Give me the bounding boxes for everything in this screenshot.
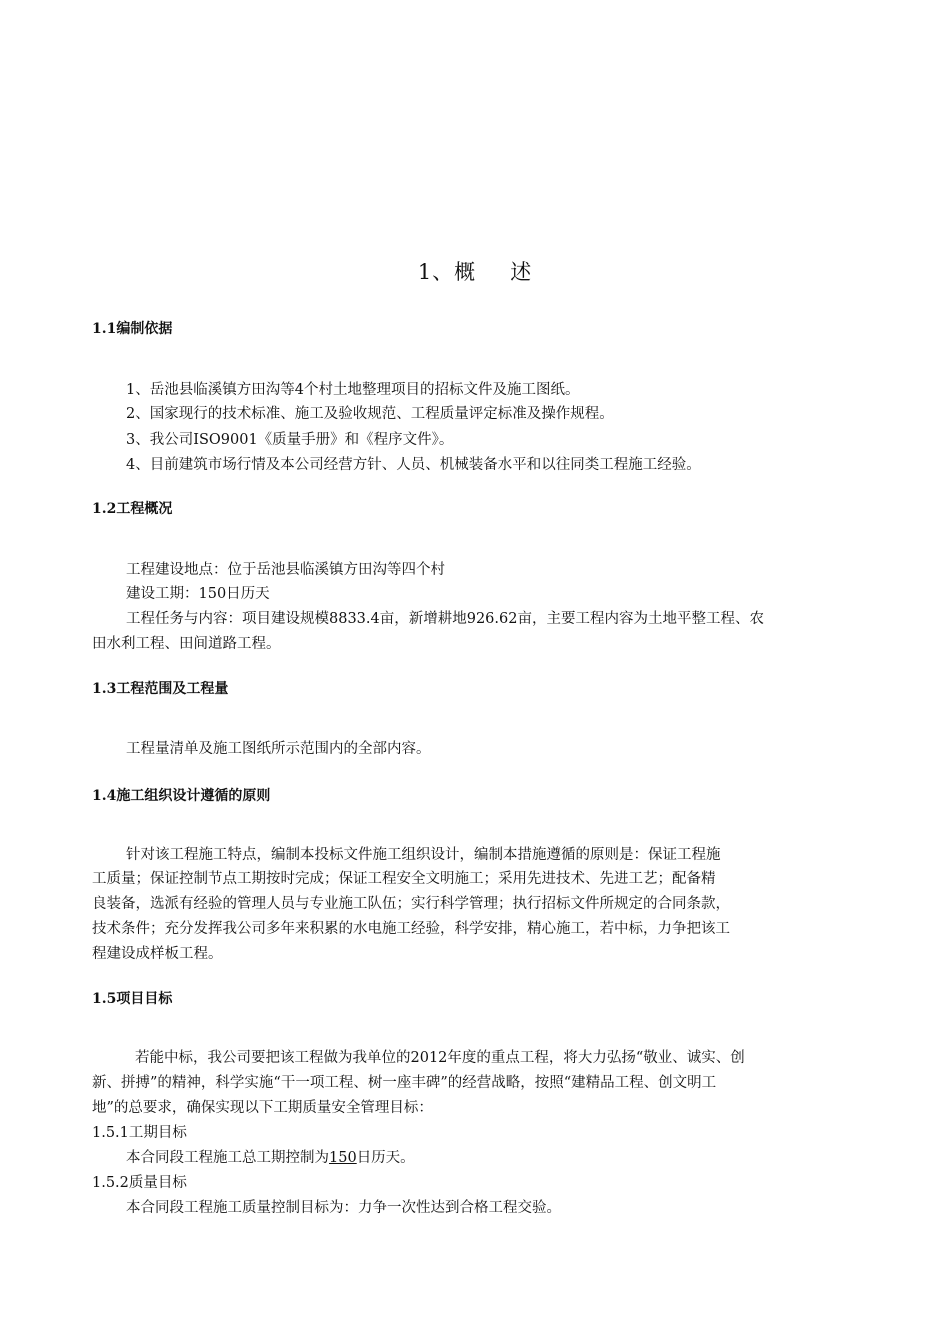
scope-line-1: 工程量清单及施工图纸所示范围内的全部内容。	[126, 741, 431, 757]
section-heading-1-1: 1.1编制依据	[92, 321, 173, 337]
schedule-goal-post: 日历天。	[356, 1150, 415, 1166]
basis-item-3: 3、我公司ISO9001《质量手册》和《程序文件》。	[126, 432, 454, 448]
overview-line-4: 田水利工程、田间道路工程。	[92, 636, 281, 652]
goal-line-2: 新、拼搏”的精神，科学实施“干一项工程、树一座丰碑”的经营战略，按照“建精品工程、创文明工	[92, 1075, 717, 1091]
principle-line-2: 工质量；保证控制节点工期按时完成；保证工程安全文明施工；采用先进技术、先进工艺；配备精	[92, 871, 716, 887]
schedule-goal-line	[126, 1146, 415, 1167]
section-heading-1-5: 1.5项目目标	[92, 991, 173, 1007]
basis-item-1: 1、岳池县临溪镇方田沟等4个村土地整理项目的招标文件及施工图纸。	[126, 382, 580, 398]
goal-line-3: 地”的总要求，确保实现以下工期质量安全管理目标：	[92, 1100, 433, 1116]
basis-item-4: 4、目前建筑市场行情及本公司经营方针、人员、机械装备水平和以往同类工程施工经验。	[126, 457, 701, 473]
schedule-goal-days: 150	[329, 1150, 357, 1166]
principle-line-4: 技术条件；充分发挥我公司多年来积累的水电施工经验，科学安排，精心施工，若中标，力争把该工	[92, 921, 730, 937]
overview-line-3: 工程任务与内容：项目建设规模8833.4亩，新增耕地926.62亩，主要工程内容为土地平整工程、农	[126, 611, 764, 627]
overview-line-1: 工程建设地点：位于岳池县临溪镇方田沟等四个村	[126, 562, 445, 578]
goal-line-1: 若能中标，我公司要把该工程做为我单位的2012年度的重点工程，将大力弘扬“敬业、诚实、创	[135, 1050, 745, 1066]
basis-item-2: 2、国家现行的技术标准、施工及验收规范、工程质量评定标准及操作规程。	[126, 406, 614, 422]
title-number: 1、概	[417, 260, 477, 284]
schedule-goal-pre: 本合同段工程施工总工期控制为	[126, 1150, 329, 1166]
quality-goal-line: 本合同段工程施工质量控制目标为：力争一次性达到合格工程交验。	[126, 1200, 561, 1216]
principle-line-1: 针对该工程施工特点，编制本投标文件施工组织设计，编制本措施遵循的原则是：保证工程施	[126, 847, 721, 863]
section-heading-1-3: 1.3工程范围及工程量	[92, 681, 229, 697]
page-title	[0, 256, 950, 286]
principle-line-5: 程建设成样板工程。	[92, 946, 223, 962]
section-heading-1-2: 1.2工程概况	[92, 501, 173, 517]
section-heading-1-4: 1.4施工组织设计遵循的原则	[92, 788, 271, 804]
subsection-1-5-1: 1.5.1工期目标	[92, 1125, 187, 1141]
title-rest: 述	[510, 260, 533, 284]
principle-line-3: 良装备，选派有经验的管理人员与专业施工队伍；实行科学管理；执行招标文件所规定的合同条款，	[92, 896, 730, 912]
overview-line-2: 建设工期：150日历天	[126, 586, 270, 602]
subsection-1-5-2: 1.5.2质量目标	[92, 1175, 187, 1191]
